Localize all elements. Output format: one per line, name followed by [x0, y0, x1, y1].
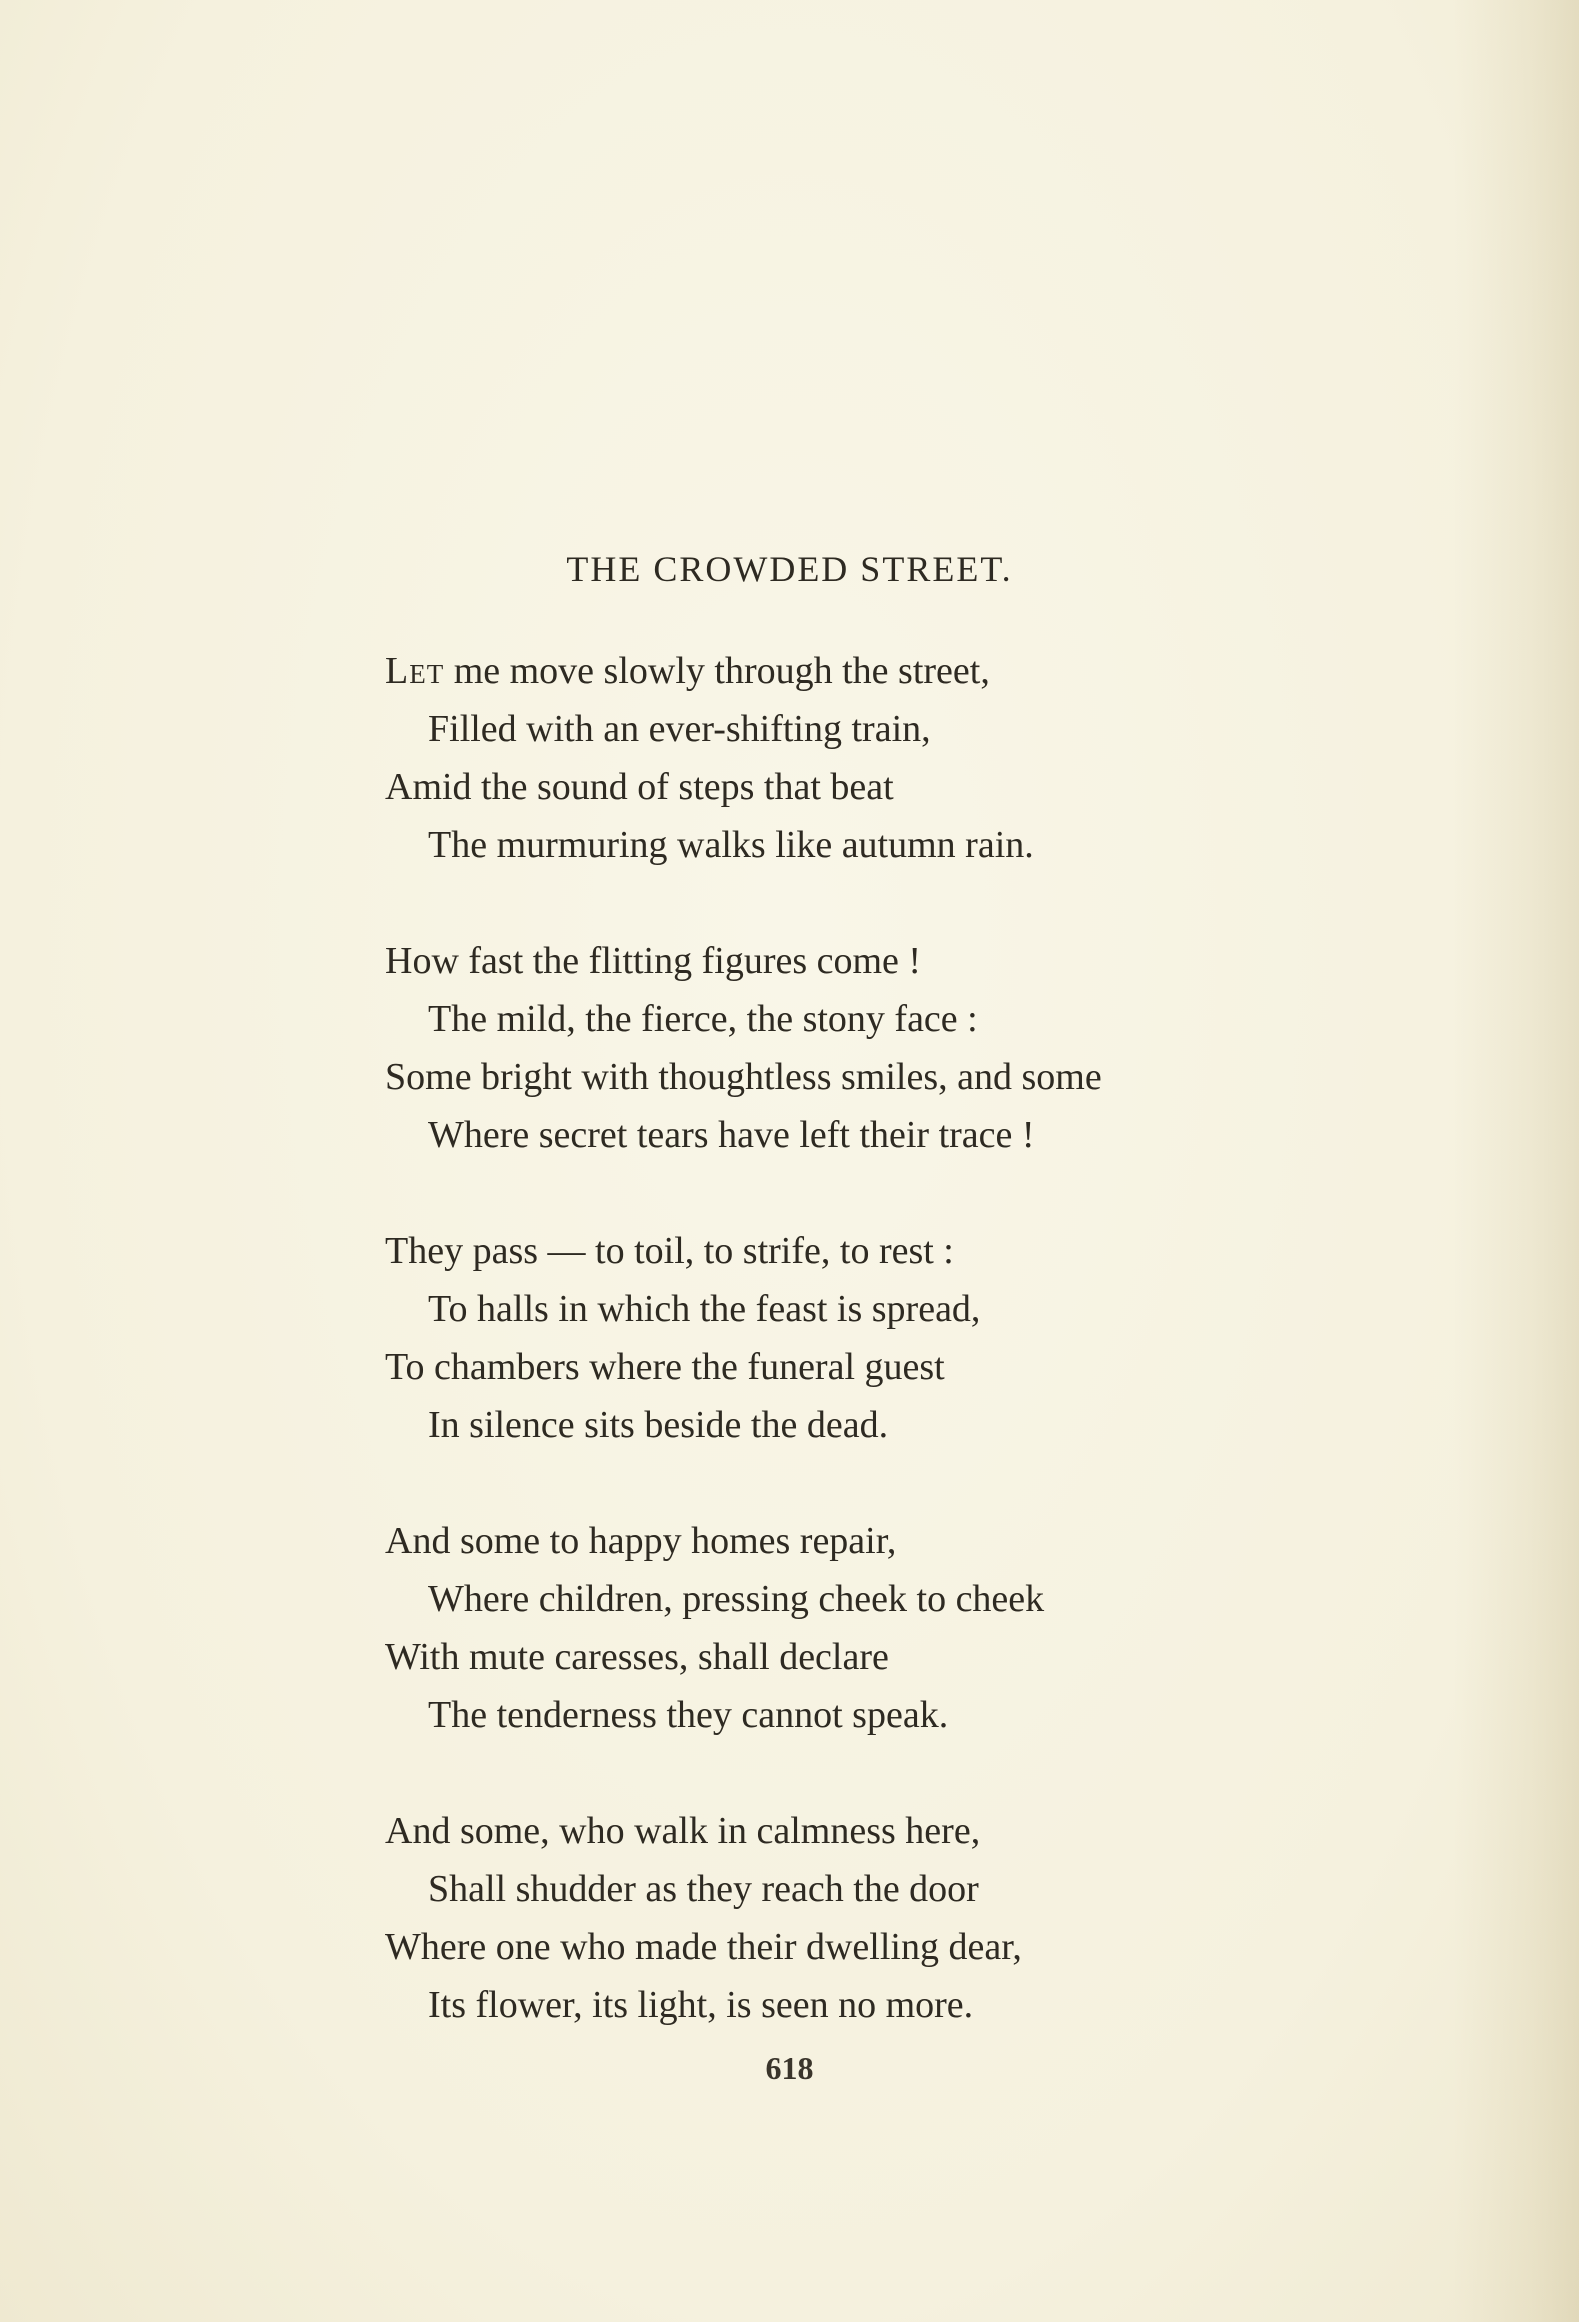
poem-line: Where one who made their dwelling dear, [385, 1926, 1022, 1968]
poem-line: Where children, pressing cheek to cheek [428, 1578, 1045, 1620]
poem-line: And some to happy homes repair, [385, 1520, 897, 1562]
poem-line: To halls in which the feast is spread, [428, 1288, 981, 1330]
poem-title: THE CROWDED STREET. [566, 549, 1013, 589]
stanza-1 [0, 642, 1579, 874]
poem-body [0, 642, 1579, 2092]
stanza-3 [0, 1222, 1579, 1454]
poem-line: Filled with an ever-shifting train, [428, 708, 931, 750]
page-number: 618 [765, 2050, 814, 2086]
poem-line: Where secret tears have left their trace ! [428, 1114, 1035, 1156]
poem-line: Some bright with thoughtless smiles, and some [385, 1056, 1102, 1098]
drop-word: Let [385, 650, 445, 692]
line-text: me move slowly through the street, [444, 650, 990, 692]
poem-line: To chambers where the funeral guest [385, 1346, 945, 1388]
poem-line: And some, who walk in calmness here, [385, 1810, 981, 1852]
stanza-4 [0, 1512, 1579, 1744]
poem-line: Amid the sound of steps that beat [385, 766, 894, 808]
stanza-2 [0, 932, 1579, 1164]
poem-line: Shall shudder as they reach the door [428, 1868, 979, 1910]
poem-line: The mild, the fierce, the stony face : [428, 998, 978, 1040]
poem-line: With mute caresses, shall declare [385, 1636, 889, 1678]
poem-line: In silence sits beside the dead. [428, 1404, 889, 1446]
poem-line: The murmuring walks like autumn rain. [428, 824, 1034, 866]
poem-line: How fast the flitting figures come ! [385, 940, 922, 982]
poem-line: The tenderness they cannot speak. [428, 1694, 949, 1736]
poem-line: Its flower, its light, is seen no more. [428, 1984, 974, 2026]
poem-line: They pass — to toil, to strife, to rest : [385, 1230, 954, 1272]
poem-line [0, 642, 1579, 700]
stanza-5 [0, 1802, 1579, 2034]
